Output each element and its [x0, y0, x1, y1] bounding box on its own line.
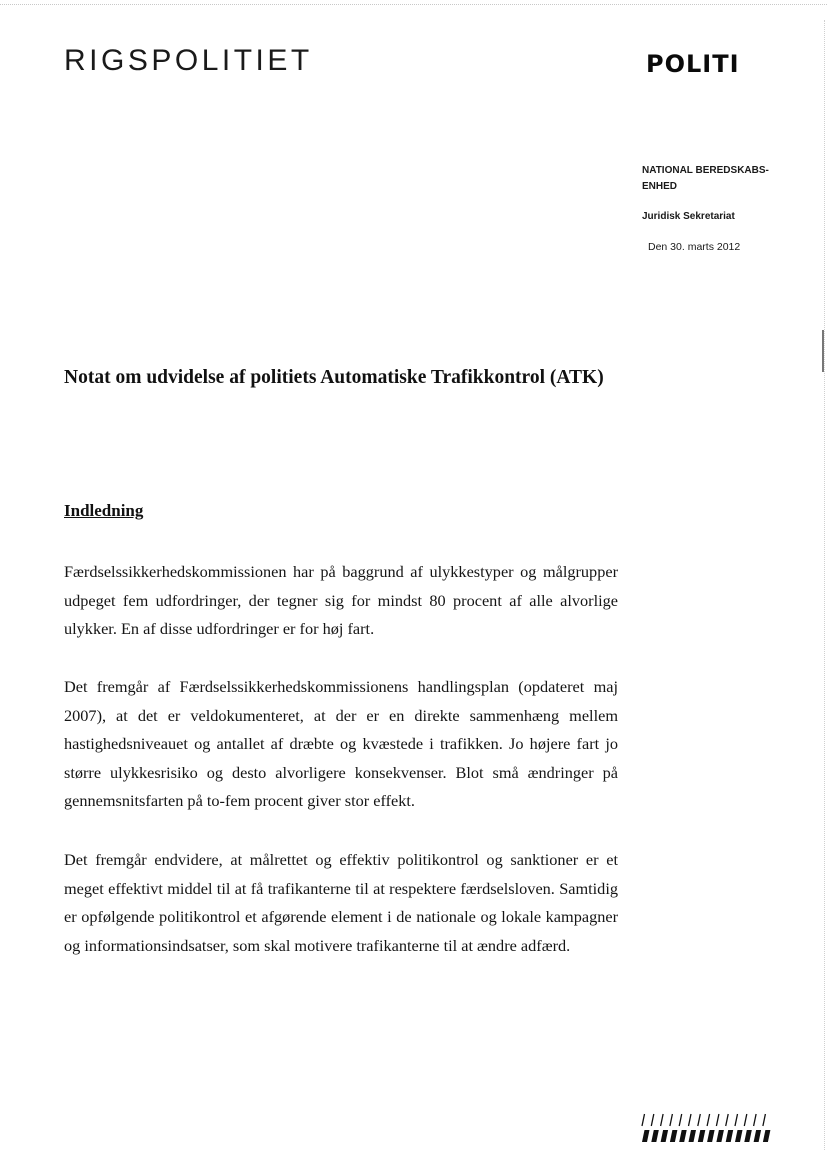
stripe-solid [698, 1130, 706, 1142]
stripe-solid [642, 1130, 650, 1142]
stripe-outline [763, 1114, 766, 1126]
stripe-solid [670, 1130, 678, 1142]
police-stripe-mark-icon [640, 1113, 772, 1143]
stripe-outline [754, 1114, 757, 1126]
stripe-solid [744, 1130, 752, 1142]
stripe-solid [689, 1130, 697, 1142]
sender-department: Juridisk Sekretariat [642, 211, 735, 222]
stripe-solid [735, 1130, 743, 1142]
stripe-outline [642, 1114, 645, 1126]
paragraph-1: Færdselssikkerhedskommissionen har på baggrund af ulykkestyper og målgrupper udpeget fem udfordringer, der tegner sig for mindst 80 procent af alle alvorlige ulykker. En af disse udfordringer er for høj fart. [64, 562, 618, 638]
stripe-solid [716, 1130, 724, 1142]
document-date: Den 30. marts 2012 [648, 241, 741, 253]
stripe-outline [698, 1114, 701, 1126]
stripe-outline [707, 1114, 710, 1126]
politi-logo: POLITI [646, 50, 740, 78]
sender-unit: NATIONAL BEREDSKABS-ENHED [642, 165, 769, 192]
stripe-outline [679, 1114, 682, 1126]
stripe-outline [670, 1114, 673, 1126]
scan-border-right [824, 20, 825, 1150]
stripe-outline [661, 1114, 664, 1126]
scan-border-top [0, 4, 827, 5]
paragraph-3: Det fremgår endvidere, at målrettet og effektiv politikontrol og sanktioner er et meget effektivt middel til at få trafikanterne til at respektere færdselsloven. Samtidig er opfølgende politikontrol et afgørende element i de nationale og lokale kampagner og informationsindsatser, som skal motivere trafikanterne til at ændre adfærd. [64, 850, 618, 955]
stripe-solid [679, 1130, 687, 1142]
stripe-solid [661, 1130, 669, 1142]
stripe-outline [689, 1114, 692, 1126]
stripe-solid [754, 1130, 762, 1142]
stripe-solid [651, 1130, 659, 1142]
stripe-outline [726, 1114, 729, 1126]
document-title: Notat om udvidelse af politiets Automatiske Trafikkontrol (ATK) [64, 367, 604, 388]
stripe-outline [651, 1114, 654, 1126]
stripe-outline [716, 1114, 719, 1126]
scan-mark [822, 330, 824, 372]
paragraph-2: Det fremgår af Færdselssikkerhedskommissionens handlingsplan (opdateret maj 2007), at det er veldokumenteret, at der er en direkte sammenhæng mellem hastighedsniveauet og antallet af dræbte og kvæstede i trafikken. Jo højere fart jo større ulykkesrisiko og desto alvorligere konsekvenser. Blot små ændringer på gennemsnitsfarten på to-fem procent giver stor effekt. [64, 677, 618, 810]
organization-name: RIGSPOLITIET [64, 44, 313, 77]
stripe-solid [763, 1130, 771, 1142]
section-heading: Indledning [64, 501, 144, 520]
stripe-outline [735, 1114, 738, 1126]
stripe-solid [707, 1130, 715, 1142]
stripe-solid [726, 1130, 734, 1142]
stripe-outline [744, 1114, 747, 1126]
